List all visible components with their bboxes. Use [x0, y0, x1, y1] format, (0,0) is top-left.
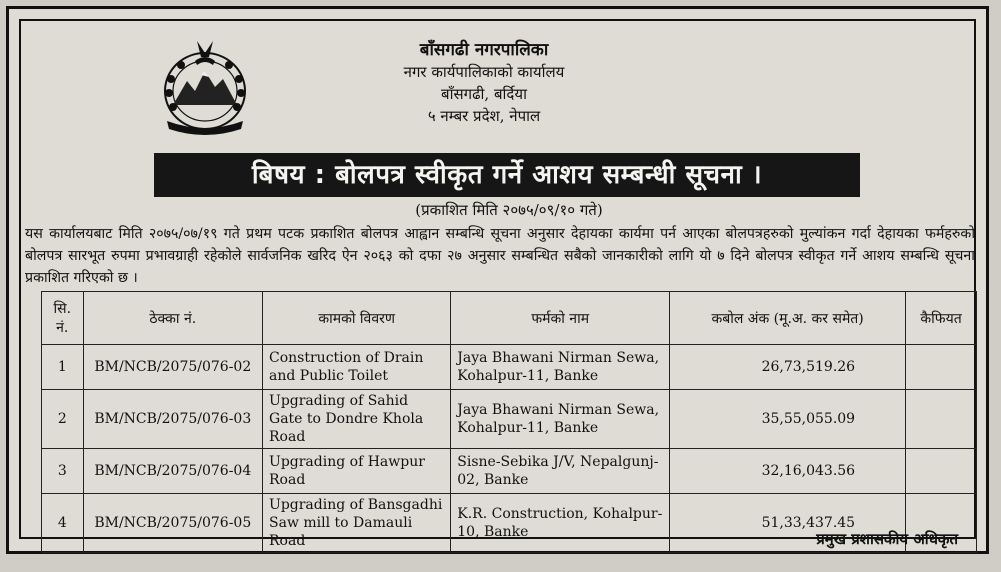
cell-firm-name: Jaya Bhawani Nirman Sewa, Kohalpur-11, Banke — [451, 390, 670, 449]
cell-bid-amount: 32,16,043.56 — [670, 449, 906, 494]
cell-remarks — [906, 390, 977, 449]
cell-serial: 2 — [42, 390, 84, 449]
cell-contract-no: BM/NCB/2075/076-03 — [83, 390, 262, 449]
col-remarks: कैफियत — [906, 292, 977, 345]
cell-bid-amount: 51,33,437.45 — [670, 494, 906, 553]
cell-bid-amount: 26,73,519.26 — [670, 345, 906, 390]
cell-serial: 4 — [42, 494, 84, 553]
cell-work-description: Construction of Drain and Public Toilet — [263, 345, 451, 390]
col-bid-amount: कबोल अंक (मू.अ. कर समेत) — [670, 292, 906, 345]
subject-banner: बिषय : बोलपत्र स्वीकृत गर्ने आशय सम्बन्धी सूचना । — [154, 153, 860, 197]
table-row — [42, 345, 977, 390]
municipality-name: बाँसगढी नगरपालिका — [419, 40, 549, 60]
office-location: बाँसगढी, बर्दिया — [441, 85, 527, 103]
bid-table — [41, 291, 977, 553]
cell-firm-name: Sisne-Sebika J/V, Nepalgunj-02, Banke — [451, 449, 670, 494]
col-serial: सि. नं. — [42, 292, 84, 345]
cell-contract-no: BM/NCB/2075/076-04 — [83, 449, 262, 494]
cell-firm-name: Jaya Bhawani Nirman Sewa, Kohalpur-11, Banke — [451, 345, 670, 390]
cell-remarks — [906, 449, 977, 494]
table-row — [42, 449, 977, 494]
office-name: नगर कार्यपालिकाको कार्यालय — [403, 63, 565, 81]
table-row — [42, 390, 977, 449]
cell-bid-amount: 35,55,055.09 — [670, 390, 906, 449]
published-date: (प्रकाशित मिति २०७५/०९/१० गते) — [415, 201, 603, 219]
cell-firm-name: K.R. Construction, Kohalpur-10, Banke — [451, 494, 670, 553]
province-name: ५ नम्बर प्रदेश, नेपाल — [427, 107, 541, 125]
notice-sheet — [6, 6, 989, 554]
cell-contract-no: BM/NCB/2075/076-05 — [83, 494, 262, 553]
nepal-emblem-icon — [157, 35, 253, 139]
cell-serial: 3 — [42, 449, 84, 494]
col-work-description: कामको विवरण — [263, 292, 451, 345]
notice-body: यस कार्यालयबाट मिति २०७५/०७/१९ गते प्रथम पटक प्रकाशित बोलपत्र आह्वान सम्बन्धि सूचना अनुसार देहायका कार्यमा पर्न आएका बोलपत्रहरुको मुल्यांकन गर्दा देहायका फर्महरुको बोलपत्र सारभूत रुपमा प्रभावग्राही रहेकोले सार्वजनिक खरिद ऐन २०६३ को दफा २७ अनुसार सम्बन्धित सबैको जानकारीको लागि यो ७ दिने बोलपत्र स्वीकृत गर्ने आशय सम्बन्धि सूचना प्रकाशित गरिएको छ । — [25, 226, 975, 286]
cell-contract-no: BM/NCB/2075/076-02 — [83, 345, 262, 390]
col-firm-name: फर्मको नाम — [451, 292, 670, 345]
table-header-row — [42, 292, 977, 345]
signatory-title: प्रमुख प्रशासकीय अधिकृत — [816, 530, 958, 548]
office-header — [339, 39, 629, 127]
cell-work-description: Upgrading of Hawpur Road — [263, 449, 451, 494]
col-contract-no: ठेक्का नं. — [83, 292, 262, 345]
cell-remarks — [906, 345, 977, 390]
cell-work-description: Upgrading of Bansgadhi Saw mill to Damauli Road — [263, 494, 451, 553]
cell-serial: 1 — [42, 345, 84, 390]
cell-work-description: Upgrading of Sahid Gate to Dondre Khola Road — [263, 390, 451, 449]
